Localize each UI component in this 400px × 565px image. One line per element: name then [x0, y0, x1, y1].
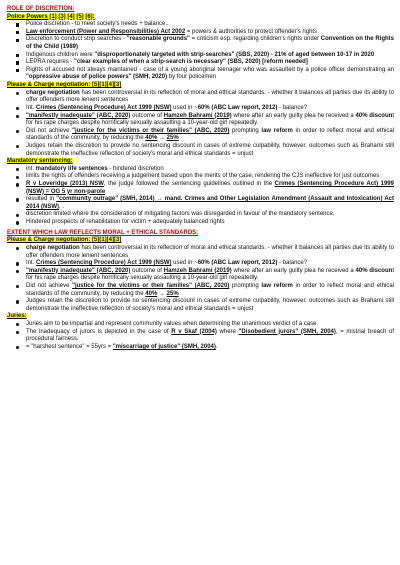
heading-police-powers: Police Powers [1] [3] [4] [5] [6]: [7, 13, 95, 20]
list-item: "manifestly inadequate" (ABC, 2020) outcome of Hamzeh Bahrami (2019) where after an early guilty plea he received a 40% discount for his rape charges despite horrifically sexually assaulting a 10-year-old girl repeatedly. [26, 112, 394, 127]
list-item: Police discretion - to meet society's needs + balance.. [26, 21, 394, 29]
list-item: R v Loveridge (2013) NSW, the judge followed the sentencing guidelines outlined in the Crimes (Sentencing Procedure Act) 1999 (NSW) = OG 5 yr non-parole [26, 181, 394, 195]
list-item: charge negotiation has been controversial in its reflection of moral and ethical standards. - whether it balances all parties due its ability to offer offenders more lenient sentences [26, 244, 395, 259]
section-title-extent-moral-ethical: EXTENT WHICH LAW REFLECTS MORAL + ETHICAL STANDARDS: [7, 229, 199, 236]
list-item: = "harshest sentence" = 55yrs = "miscarriage of justice" (SMH, 2004). [26, 344, 394, 352]
list-plea-2 [7, 245, 394, 313]
list-item: Int. Crimes (Sentencing Procedure) Act 1999 (NSW) used in ~60% (ABC Law report, 2012) - balance? [26, 105, 394, 113]
list-item: charge negotiation has been controversial in its reflection of moral and ethical standards. - whether it balances all parties due its ability to offer offenders more lenient sentences [26, 89, 395, 104]
list-item: Rights of accused not always maintained - case of a young aboriginal teenager who was assaulted by a police officer demonstrating an "oppressive abuse of police powers" (SMH, 2020) by four policemen [26, 66, 394, 81]
list-item: Discretion to conduct strip searches - "reasonable grounds" = criticism esp. regarding children's rights under Convention on the Rights of the Child (1989) [26, 36, 394, 51]
heading-mandatory-sentencing: Mandatory sentencing: [7, 158, 73, 165]
list-juries [7, 321, 394, 351]
list-item: LEPRA requires - "clear examples of when a strip-search is necessary" (SBS, 2020) [reform needed] [26, 59, 394, 67]
list-item: Law enforcement (Power and Responsibilities) Act 2002 = powers & authorities to protect offender's rights [26, 29, 394, 37]
list-item: Did not achieve "justice for the victims or their families" (ABC, 2020) prompting law reform in order to reflect moral and ethical standards of the community, by reducing the 40% → 25% [26, 282, 395, 297]
list-item: resulted in "community outrage" (SMH, 2014) → mand. Crimes and Other Legislation Amendment (Assault and Intoxication) Act 2014 (NSW), . [26, 196, 394, 210]
list-police-powers [7, 21, 394, 82]
list-item: Indigenous children were "disproportionately targeted with strip-searches" (SBS, 2020) - 21% of aged between 10-17 in 2020 [26, 52, 394, 60]
list-item: Hindered prospects of rehabilitation for victim + adequately balanced rights [26, 219, 394, 227]
list-item: Judges retain the discretion to provide no sentencing discount in cases of extreme culpability, however, outcomes such as Brahami still demonstrate the ineffective reflection of society's moral and ethical standards = unjust [26, 142, 394, 157]
section-title-role-of-discretion: ROLE OF DISCRETION: [7, 6, 75, 12]
list-plea-1 [7, 90, 394, 158]
list-item: "manifestly inadequate" (ABC, 2020) outcome of Hamzeh Bahrami (2019) where after an early guilty plea he received a 40% discount for his rape charges despite horrifically sexually assaulting a 10-year-old girl repeatedly. [26, 267, 394, 282]
list-item: Did not achieve "justice for the victims or their families" (ABC, 2020) prompting law reform in order to reflect moral and ethical standards of the community, by reducing the 40% → 25% [26, 127, 395, 142]
heading-plea-charge-negotiation-1: Please & Charge negotiation: [5][1][4][3] [7, 82, 122, 89]
list-mandatory-sentencing [7, 166, 394, 227]
list-item: Juries aim to be impartial and represent community values when determining the unanimous verdict of a case. [26, 321, 394, 329]
list-item: discretion limited where the consideration of mitigating factors was disregarded in favour of the mandatory sentence. [26, 211, 394, 219]
list-item: int. mandatory life sentences - hindered discretion [26, 166, 394, 174]
heading-juries: Juries: [7, 313, 27, 320]
list-item: limits the rights of offenders receiving a judgement based upon the merits of the case, rendering the CJS ineffective for just outcomes [26, 173, 394, 181]
list-item: The inadequacy of jurors is depicted in the case of R v Skaf (2004) where "Disobedient jurors" (SMH, 2004), = mistrial breach of procedural fairness. [26, 328, 394, 343]
list-item: Int. Crimes (Sentencing Procedure) Act 1999 (NSW) used in ~60% (ABC Law report, 2012) - balance? [26, 260, 394, 268]
heading-plea-charge-negotiation-2: Please & Charge negotiation: [5][1][4][3] [7, 237, 122, 244]
list-item: Judges retain the discretion to provide no sentencing discount in cases of extreme culpability, however, outcomes such as Brahami still demonstrate the ineffective reflection of society's moral and ethical standards = unjust [26, 298, 394, 312]
